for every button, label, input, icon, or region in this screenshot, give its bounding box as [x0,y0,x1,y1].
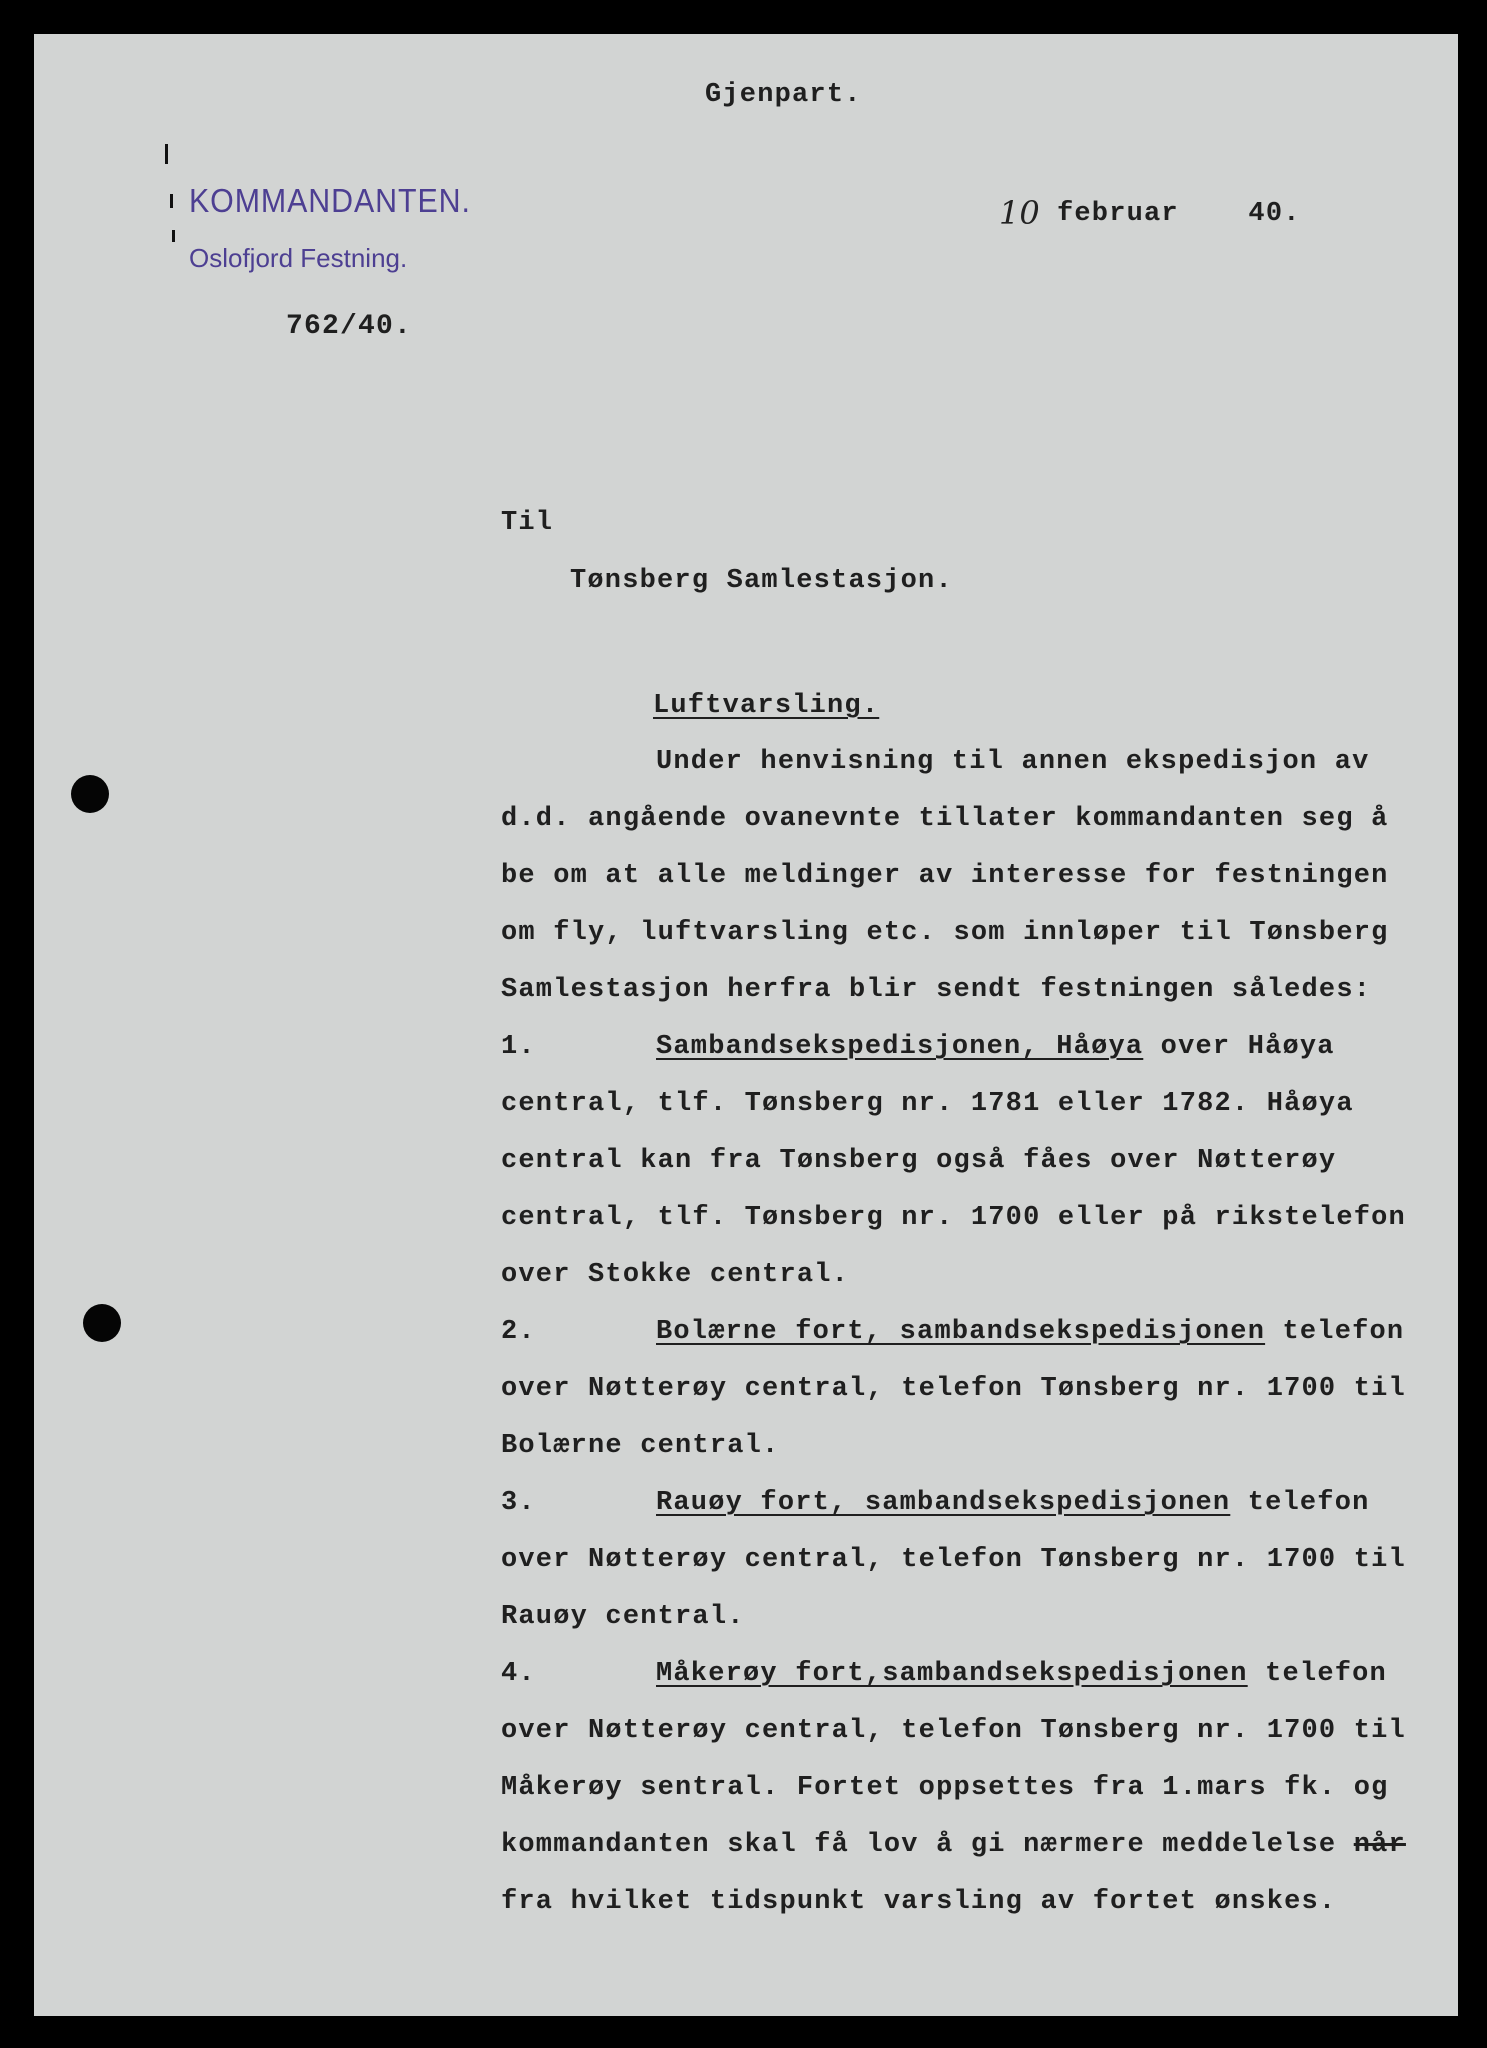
date-typed: februar 40. [1057,199,1301,229]
subject-heading: Luftvarsling. [653,691,880,721]
item-heading-line [656,1488,1370,1518]
item-title: Sambandsekspedisjonen, Håøya [656,1032,1144,1062]
item-title-rest: telefon [1247,1659,1387,1689]
closing-last-line: fra hvilket tidspunkt varsling av fortet ønskes. [501,1887,1337,1917]
closing-line [501,1830,1406,1860]
item-heading-line [656,1032,1335,1062]
item-line: Rauøy central. [501,1602,745,1632]
item-line: over Nøtterøy central, telefon Tønsberg nr. 1700 til [501,1545,1406,1575]
item-line: over Stokke central. [501,1260,850,1290]
intro-line: Under henvisning til annen ekspedisjon av [656,747,1370,777]
item-line: central, tlf. Tønsberg nr. 1781 eller 1782. Håøya [501,1089,1354,1119]
item-number: 1. [501,1032,536,1062]
struck-word: når [1353,1830,1406,1860]
punch-hole-bottom [83,1304,121,1342]
item-title: Bolærne fort, sambandsekspedisjonen [656,1317,1266,1347]
item-number: 3. [501,1488,536,1518]
margin-mark [170,194,173,208]
intro-line: om fly, luftvarsling etc. som innløper til Tønsberg [501,918,1389,948]
intro-line: Samlestasjon herfra blir sendt festningen således: [501,975,1372,1005]
recipient-name: Tønsberg Samlestasjon. [570,566,953,596]
closing-text: kommandanten skal få lov å gi nærmere meddelelse [501,1830,1354,1860]
item-line: central kan fra Tønsberg også fåes over Nøtterøy [501,1146,1337,1176]
to-label: Til [501,508,554,538]
document-page [34,34,1458,2016]
intro-line: d.d. angående ovanevnte tillater kommandanten seg å [501,804,1389,834]
stamp-line-1: KOMMANDANTEN. [189,182,471,219]
reference-number: 762/40. [286,311,413,342]
punch-hole-top [71,775,109,813]
item-number: 2. [501,1317,536,1347]
item-heading-line [656,1659,1387,1689]
margin-mark [172,230,175,242]
item-heading-line [656,1317,1404,1347]
item-title-rest: telefon [1265,1317,1405,1347]
stamp-line-2: Oslofjord Festning. [189,243,408,273]
item-title-rest: over Håøya [1143,1032,1335,1062]
copy-label: Gjenpart. [705,80,862,110]
item-title-rest: telefon [1230,1488,1370,1518]
item-line: Måkerøy sentral. Fortet oppsettes fra 1.mars fk. og [501,1773,1389,1803]
item-line: over Nøtterøy central, telefon Tønsberg nr. 1700 til [501,1374,1406,1404]
item-title: Måkerøy fort,sambandsekspedisjonen [656,1659,1248,1689]
item-line: Bolærne central. [501,1431,780,1461]
margin-mark [165,144,168,164]
item-line: central, tlf. Tønsberg nr. 1700 eller på rikstelefon [501,1203,1406,1233]
item-line: over Nøtterøy central, telefon Tønsberg nr. 1700 til [501,1716,1406,1746]
intro-line: be om at alle meldinger av interesse for festningen [501,861,1389,891]
item-number: 4. [501,1659,536,1689]
item-title: Rauøy fort, sambandsekspedisjonen [656,1488,1231,1518]
date-day-handwritten: 10 [999,194,1040,232]
